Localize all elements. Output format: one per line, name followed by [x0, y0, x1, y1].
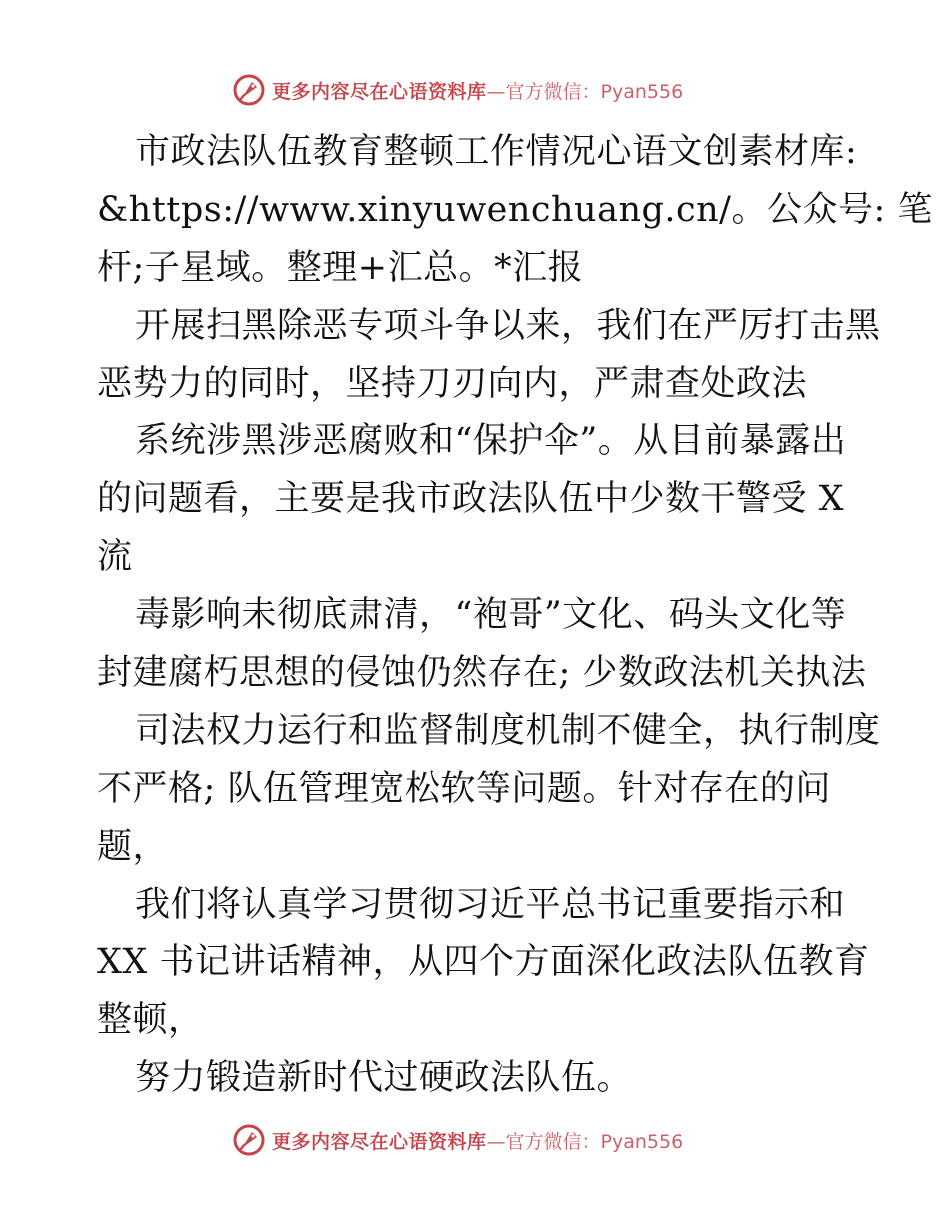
text-line: 的问题看，主要是我市政法队伍中少数干警受 X	[97, 479, 845, 520]
banner-wechat-text: —官方微信：Pyan556	[486, 1130, 684, 1153]
banner-wechat-text: —官方微信：Pyan556	[486, 80, 684, 103]
text-line: 我们将认真学习贯彻习近平总书记重要指示和	[135, 884, 846, 925]
text-line: 不严格; 队伍管理宽松软等问题。针对存在的问	[97, 768, 831, 809]
banner-main-text: 更多内容尽在心语资料库	[272, 1130, 487, 1153]
text-line: 整顿，	[97, 1000, 204, 1041]
footer-banner	[232, 1122, 712, 1158]
text-line: 封建腐朽思想的侵蚀仍然存在; 少数政法机关执法	[97, 653, 867, 694]
document-body	[97, 124, 933, 1108]
header-banner	[232, 72, 712, 108]
banner-main-text: 更多内容尽在心语资料库	[272, 80, 487, 103]
text-line: 努力锻造新时代过硬政法队伍。	[135, 1058, 633, 1099]
text-line: &https://www.xinyuwenchuang.cn/。公众号: 笔	[97, 189, 933, 230]
text-line: 恶势力的同时，坚持刀刃向内，严肃查处政法	[97, 363, 808, 404]
text-line: 开展扫黑除恶专项斗争以来，我们在严厉打击黑	[135, 305, 881, 346]
text-line: 司法权力运行和监督制度机制不健全，执行制度	[135, 710, 881, 751]
pen-nib-logo-icon	[232, 1123, 266, 1157]
text-line: 流	[97, 537, 133, 578]
pen-nib-logo-icon	[232, 73, 266, 107]
text-line: 毒影响未彻底肃清，“袍哥”文化、码头文化等	[135, 595, 847, 636]
text-line: XX 书记讲话精神，从四个方面深化政法队伍教育	[97, 942, 870, 983]
text-line: 杆;子星域。整理+汇总。*汇报	[97, 247, 584, 288]
text-line: 市政法队伍教育整顿工作情况心语文创素材库:	[135, 132, 858, 172]
text-line: 题，	[97, 826, 169, 867]
text-line: 系统涉黑涉恶腐败和“保护伞”。从目前暴露出	[135, 421, 847, 462]
